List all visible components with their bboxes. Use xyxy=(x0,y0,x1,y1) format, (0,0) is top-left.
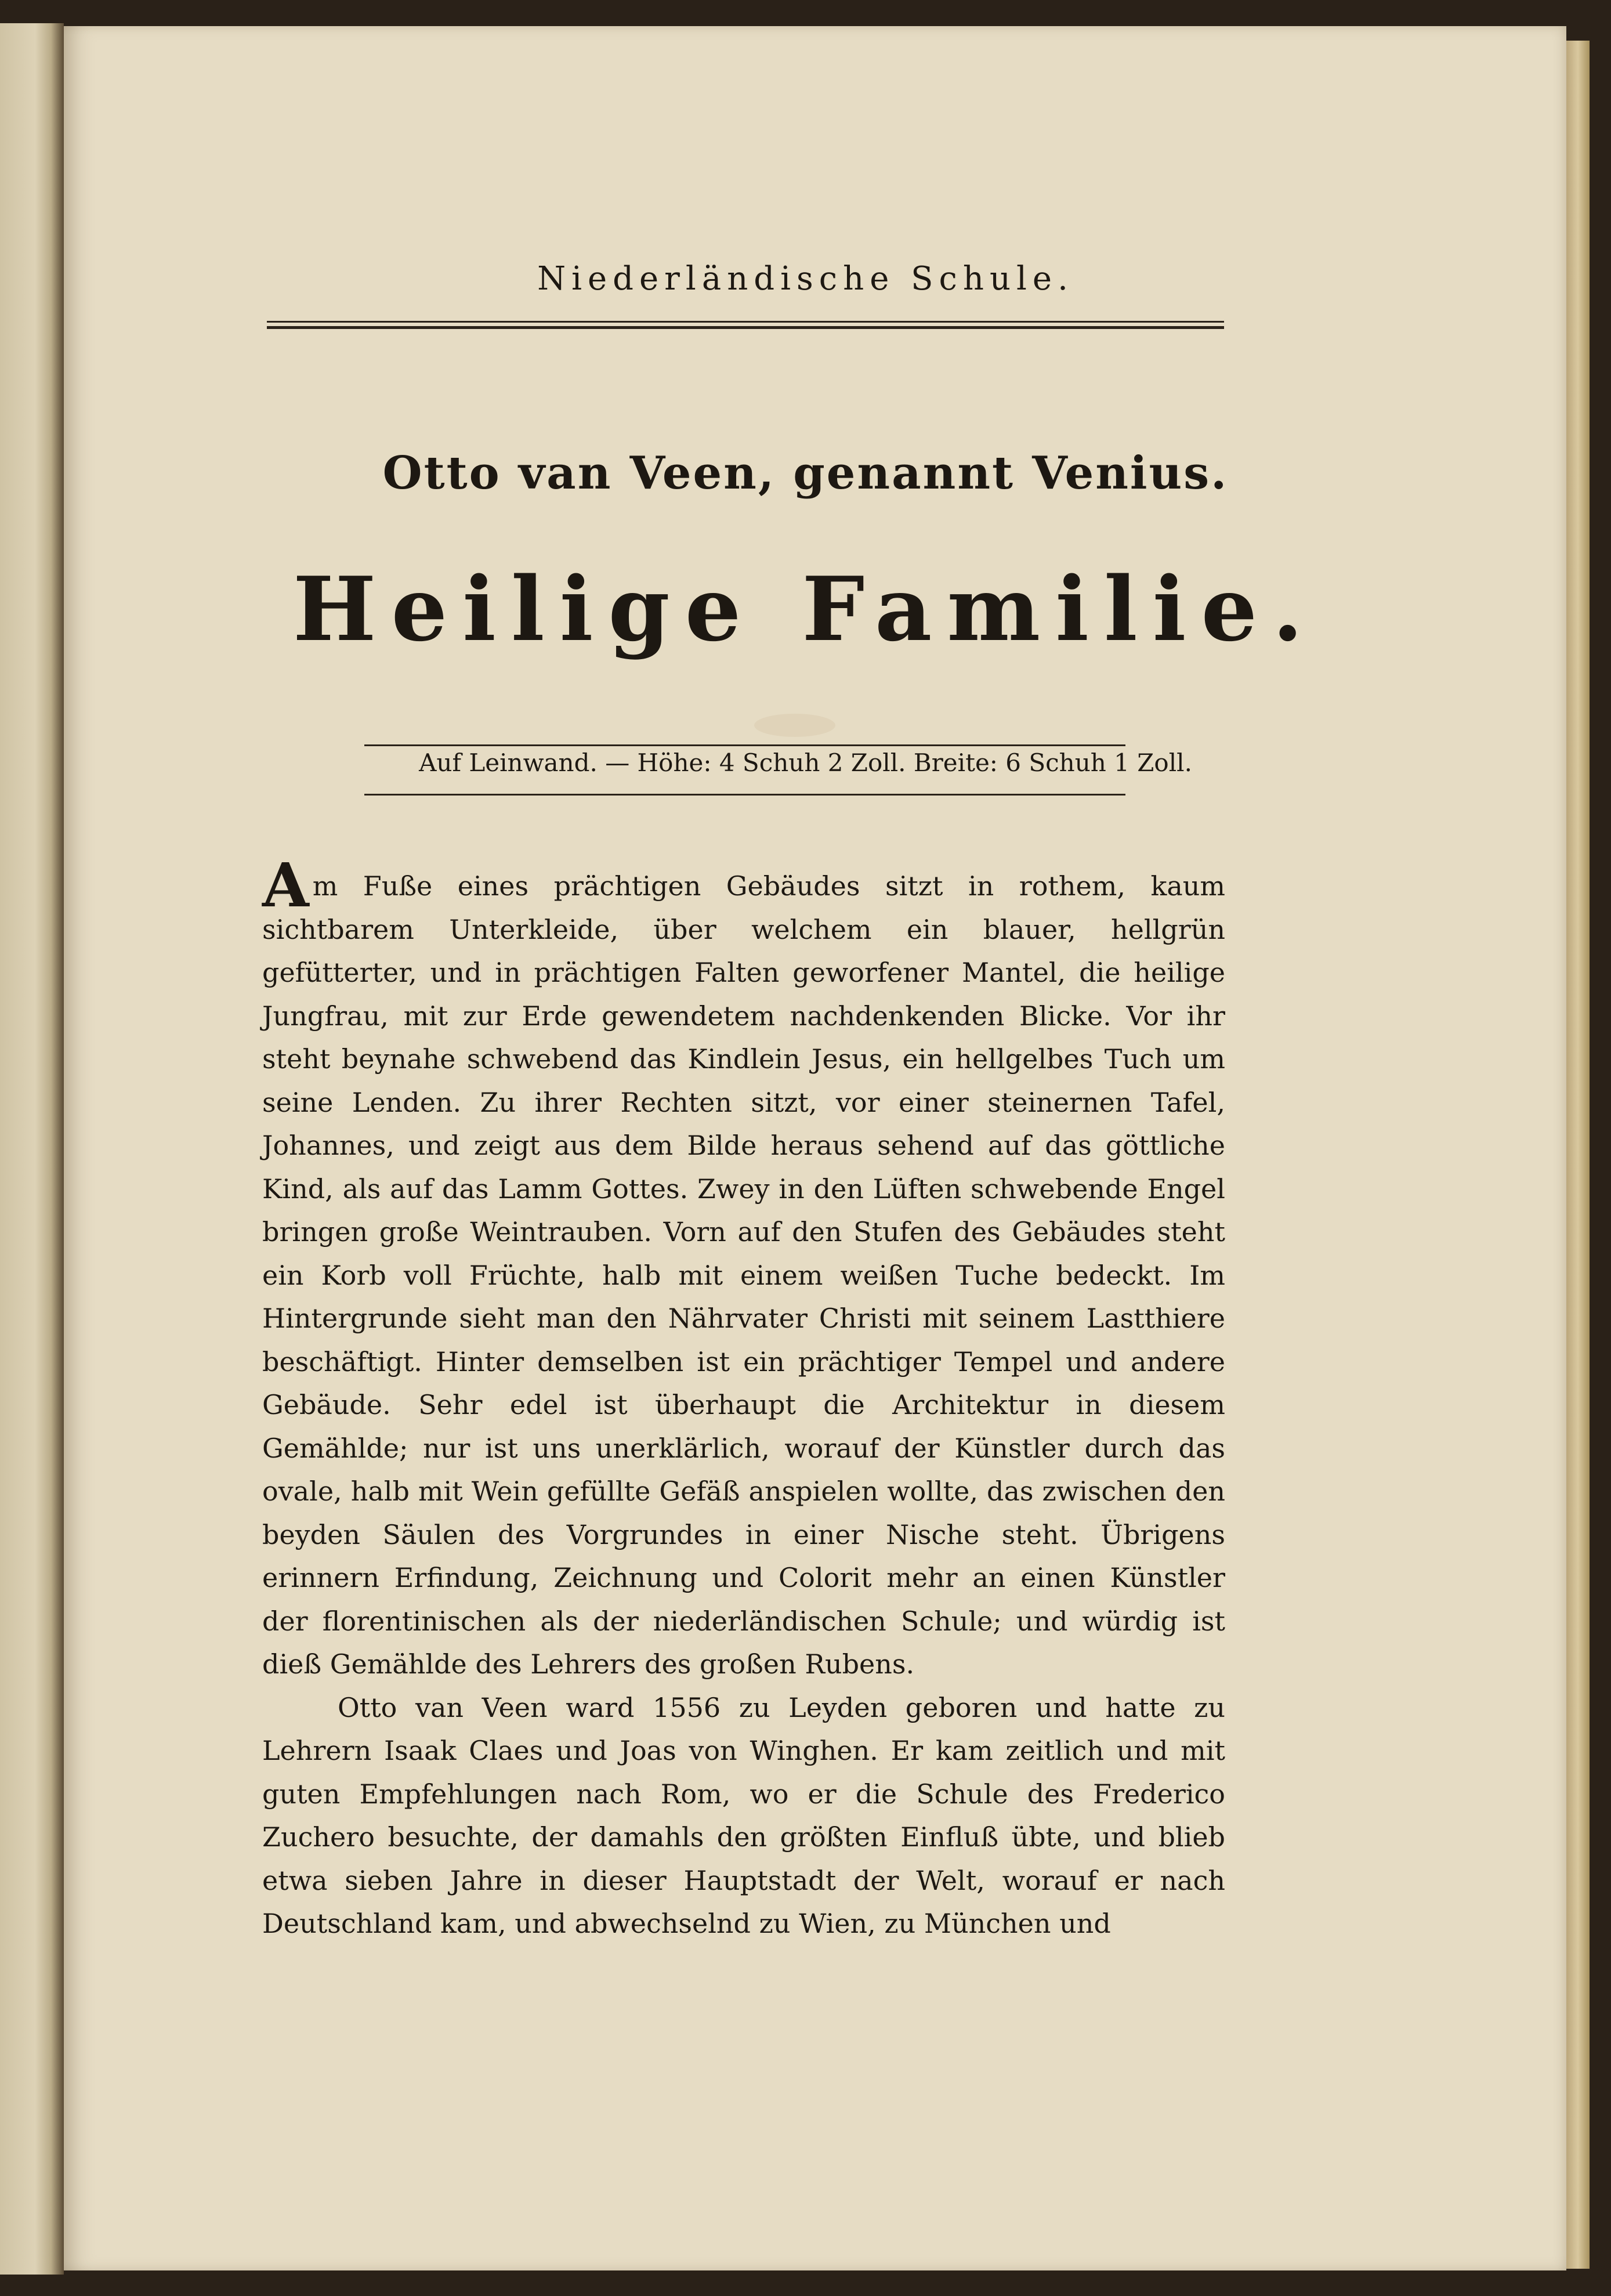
paragraph-biography: Otto van Veen ward 1556 zu Leyden geboren und hatte zu Lehrern Isaak Claes und Joas von Winghen. Er kam zeitlich und mit guten Empfehlungen nach Rom, wo er die Schule des Frederico Zuchero besuchte, der damahls den größten Einfluß übte, und blieb etwa sieben Jahre in dieser Hauptstadt der Welt, worauf er nach Deutschland kam, und abwechselnd zu Wien, zu München und xyxy=(262,1691,1225,1939)
running-head: Niederländische Schule. xyxy=(537,260,1074,298)
body-text xyxy=(262,849,1225,1946)
left-page-edge xyxy=(0,23,64,2275)
paragraph-description xyxy=(262,849,1225,1686)
paragraph-description-text: m Fuße eines prächtigen Gebäudes sitzt in rothem, kaum sichtbarem Unterkleide, über welchem ein blauer, hellgrün gefütterter, und in prächtigen Falten geworfener Mantel, die heilige Jungfrau, mit zur Erde gewendetem nachdenkenden Blicke. Vor ihr steht beynahe schwebend das Kindlein Jesus, ein hellgelbes Tuch um seine Lenden. Zu ihrer Rechten sitzt, vor einer steinernen Tafel, Johannes, und zeigt aus dem Bilde heraus sehend auf das göttliche Kind, als auf das Lamm Gottes. Zwey in den Lüften schwebende Engel bringen große Weintrauben. Vorn auf den Stufen des Gebäudes steht ein Korb voll Früchte, halb mit einem weißen Tuche bedeckt. Im Hintergrunde sieht man den Nährvater Christi mit seinem Lastthiere beschäftigt. Hinter demselben ist ein prächtiger Tempel und andere Gebäude. Sehr edel ist überhaupt die Architektur in diesem Gemählde; nur ist uns unerklärlich, worauf der Künstler durch das ovale, halb mit Wein gefüllte Gefäß anspielen wollte, das zwischen den beyden Säulen des Vorgrundes in einer Nische steht. Übrigens erinnern Erfindung, Zeichnung und Colorit mehr an einen Künstler der florentinischen als der niederländischen Schule; und würdig ist dieß Gemählde des Lehrers des großen Rubens. xyxy=(262,870,1225,1680)
medium-dimensions-line: Auf Leinwand. — Höhe: 4 Schuh 2 Zoll. Breite: 6 Schuh 1 Zoll. xyxy=(419,749,1192,777)
paper-stain xyxy=(754,714,835,737)
drop-cap-initial: A xyxy=(262,849,309,921)
page-title: Heilige Familie. xyxy=(292,557,1319,661)
author-line: Otto van Veen, genannt Venius. xyxy=(382,447,1229,500)
double-rule xyxy=(267,321,1224,329)
right-page-edge xyxy=(1566,41,1590,2269)
rule-below-medium xyxy=(364,794,1125,796)
rule-above-medium xyxy=(364,744,1125,746)
